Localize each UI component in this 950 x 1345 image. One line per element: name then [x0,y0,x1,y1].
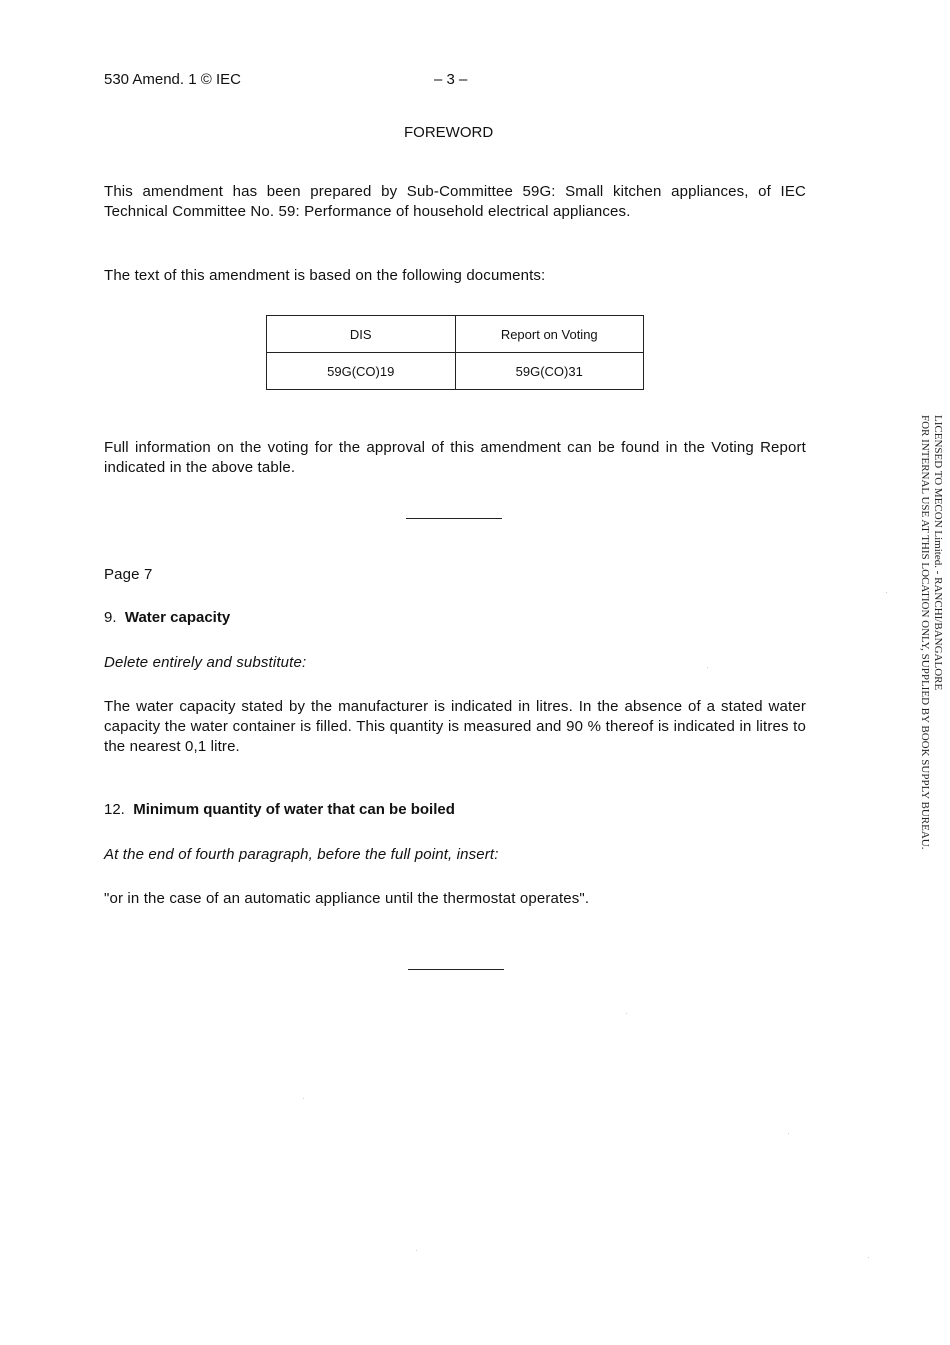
clause-9-text: The water capacity stated by the manufacturer is indicated in litres. In the absence of a stated water capacity the water container is filled. This quantity is measured and 90 % thereof is indicated in litres to the nearest 0,1 litre. [104,698,806,755]
scan-speck [788,1133,789,1134]
table-row [267,353,644,390]
watermark-line-1: LICENSED TO MECON Limited. - RANCHI/BANGALORE [932,415,944,691]
scan-speck [626,1013,627,1014]
foreword-title: FOREWORD [404,124,494,141]
clause-12-text: "or in the case of an automatic appliance until the thermostat operates". [104,890,590,907]
clause-12-title: Minimum quantity of water that can be boiled [133,801,455,818]
clause-9-title: Water capacity [124,609,231,626]
clause-12-number: 12. [104,801,125,818]
license-watermark [918,415,944,849]
foreword-paragraph-3: Full information on the voting for the approval of this amendment can be found in the Voting Report indicated in the above table. [104,439,806,476]
clause-9-heading [104,609,230,626]
clause-9-instruction: Delete entirely and substitute: [104,654,307,671]
table-cell-report-value: 59G(CO)31 [455,353,644,390]
scan-speck [416,1250,417,1251]
clause-12-heading [104,801,455,818]
documents-table [266,315,644,390]
table-cell-dis-value: 59G(CO)19 [267,353,456,390]
table-header-report-on-voting: Report on Voting [455,316,644,353]
scan-speck [868,1257,869,1258]
section-divider [406,518,502,519]
clause-12-instruction: At the end of fourth paragraph, before the full point, insert: [104,846,499,863]
end-divider [408,969,504,970]
table-header-row [267,316,644,353]
table-header-dis: DIS [267,316,456,353]
page-reference: Page 7 [104,566,153,583]
watermark-line-2: FOR INTERNAL USE AT THIS LOCATION ONLY, SUPPLIED BY BOOK SUPPLY BUREAU. [919,415,931,850]
foreword-paragraph-2: The text of this amendment is based on the following documents: [104,267,546,284]
clause-9-number: 9. [104,609,117,626]
scan-speck [707,667,708,668]
page-number: – 3 – [434,71,468,88]
foreword-paragraph-1: This amendment has been prepared by Sub-Committee 59G: Small kitchen appliances, of IEC Technical Committee No. 59: Performance of household electrical appliances. [104,183,806,220]
header-left: 530 Amend. 1 © IEC [104,71,241,88]
scan-speck [886,592,887,593]
scan-speck [303,1098,304,1099]
